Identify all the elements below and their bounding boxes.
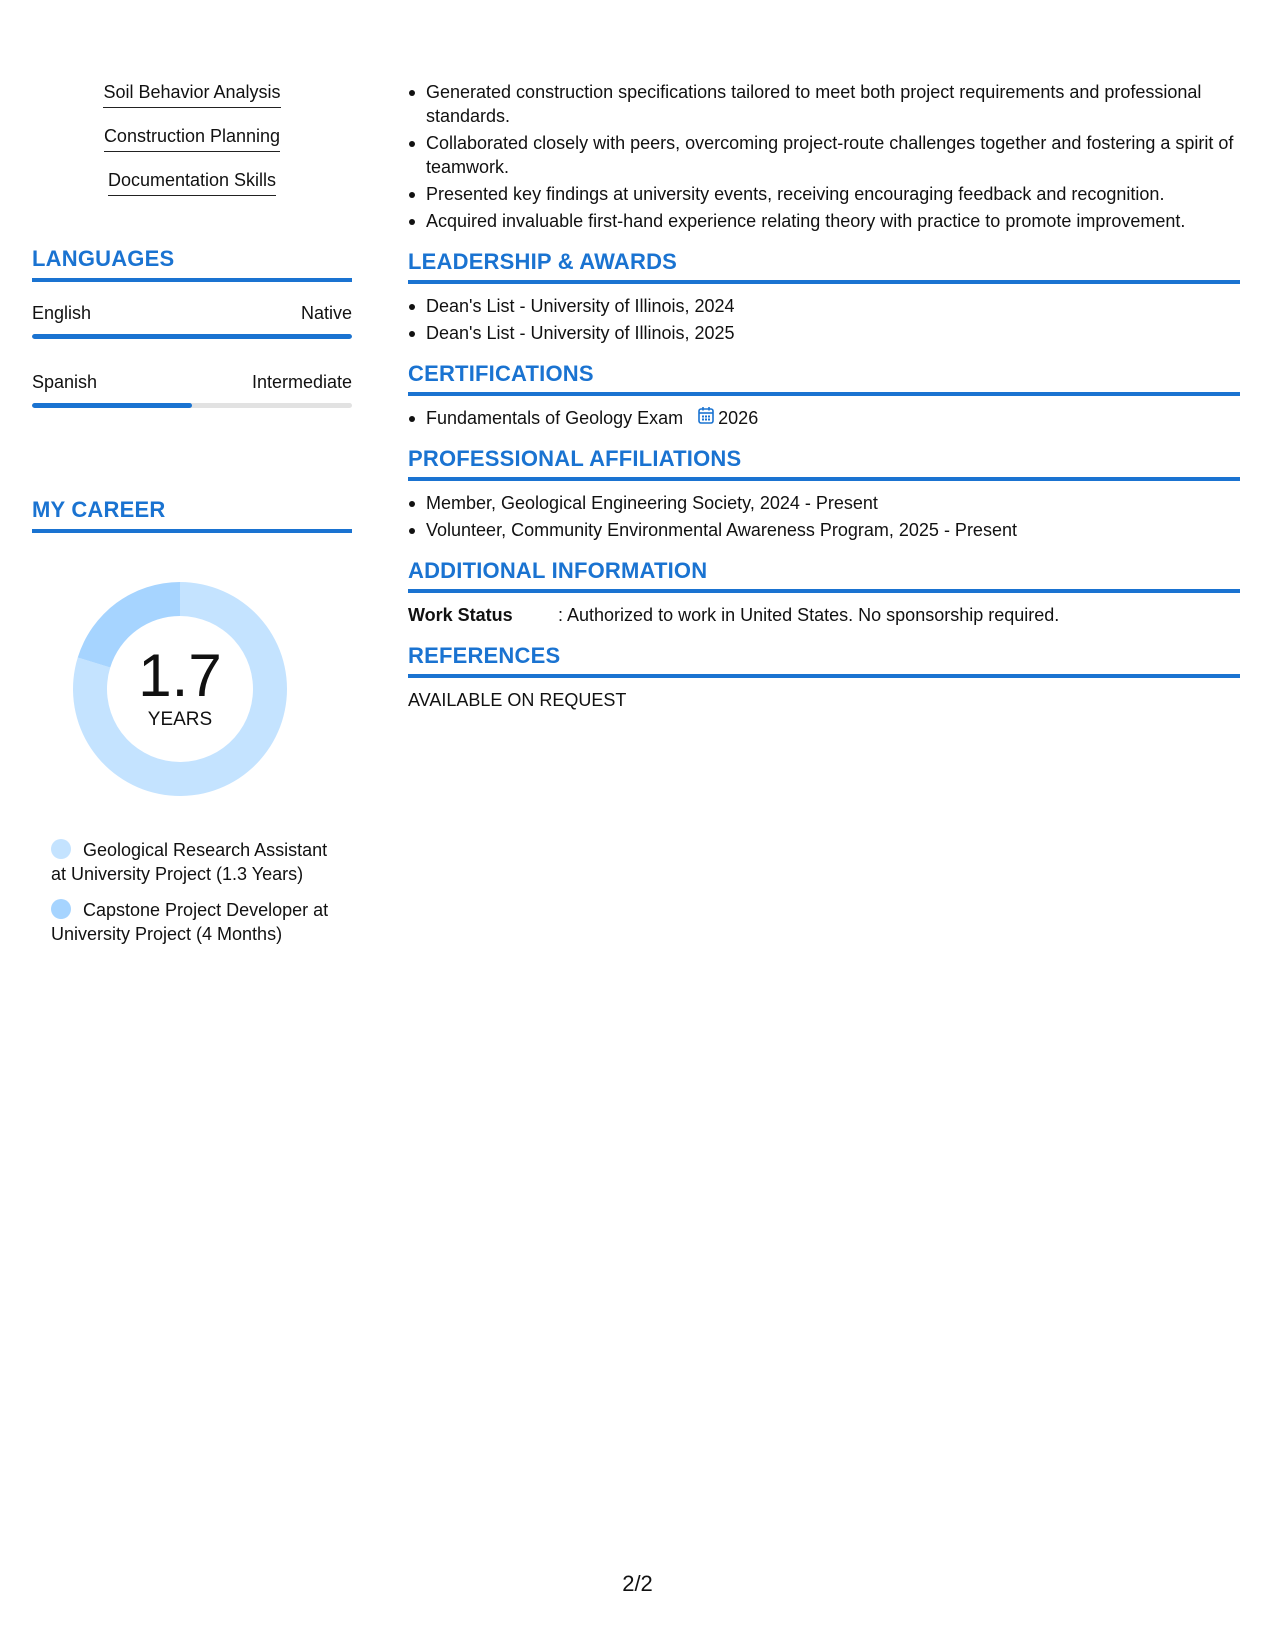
affiliation-item: Volunteer, Community Environmental Awareness Program, 2025 - Present xyxy=(426,518,1240,542)
experience-bullet: Acquired invaluable first-hand experience relating theory with practice to promote improvement. xyxy=(426,209,1240,233)
affiliations-title: PROFESSIONAL AFFILIATIONS xyxy=(408,446,1240,481)
career-legend-item xyxy=(51,898,341,946)
language-name: English xyxy=(32,303,92,323)
language-name: Spanish xyxy=(32,372,98,392)
calendar-icon xyxy=(698,406,714,430)
language-proficiency-fill xyxy=(32,334,352,339)
certifications-title: CERTIFICATIONS xyxy=(408,361,1240,396)
references-text: AVAILABLE ON REQUEST xyxy=(408,690,627,710)
additional-info-title: ADDITIONAL INFORMATION xyxy=(408,558,1240,593)
language-row-english xyxy=(32,302,352,339)
left-column xyxy=(32,80,352,408)
languages-section xyxy=(32,246,352,408)
career-total-unit: YEARS xyxy=(147,709,213,730)
page-number: 2/2 xyxy=(622,1571,653,1596)
legend-dot xyxy=(51,839,71,859)
language-proficiency-bar xyxy=(32,403,352,408)
career-donut-chart xyxy=(67,576,293,802)
award-item: Dean's List - University of Illinois, 2025 xyxy=(426,321,1240,345)
language-proficiency-fill xyxy=(32,403,192,408)
leadership-section xyxy=(408,249,1240,345)
legend-dot xyxy=(51,899,71,919)
experience-bullets xyxy=(408,80,1240,233)
career-legend-item xyxy=(51,838,341,886)
career-legend xyxy=(32,838,341,946)
award-item: Dean's List - University of Illinois, 2024 xyxy=(426,294,1240,318)
certifications-section xyxy=(408,361,1240,430)
language-level: Intermediate xyxy=(251,372,352,392)
career-total-years: 1.7 xyxy=(138,642,222,709)
experience-bullet: Generated construction specifications tailored to meet both project requirements and professional standards. xyxy=(426,80,1240,128)
work-status-value: : Authorized to work in United States. No sponsorship required. xyxy=(558,605,1060,625)
right-column xyxy=(408,80,1240,712)
certification-year: 2026 xyxy=(718,408,759,428)
additional-info-section xyxy=(408,558,1240,627)
certification-name: Fundamentals of Geology Exam xyxy=(426,408,684,428)
references-section xyxy=(408,643,1240,712)
experience-bullet: Collaborated closely with peers, overcoming project-route challenges together and fostering a spirit of teamwork. xyxy=(426,131,1240,179)
experience-bullet: Presented key findings at university events, receiving encouraging feedback and recognition. xyxy=(426,182,1240,206)
affiliation-item: Member, Geological Engineering Society, 2024 - Present xyxy=(426,491,1240,515)
career-legend-label: Geological Research Assistant at University Project (1.3 Years) xyxy=(51,840,328,884)
skill-item: Soil Behavior Analysis xyxy=(103,80,280,108)
language-proficiency-bar xyxy=(32,334,352,339)
career-section xyxy=(32,497,352,958)
language-row-spanish xyxy=(32,371,352,408)
affiliations-section xyxy=(408,446,1240,542)
work-status-label: Work Status xyxy=(408,605,513,625)
career-title: MY CAREER xyxy=(32,497,352,533)
leadership-title: LEADERSHIP & AWARDS xyxy=(408,249,1240,284)
skills-list xyxy=(32,80,352,212)
skill-item: Construction Planning xyxy=(104,124,280,152)
references-title: REFERENCES xyxy=(408,643,1240,678)
work-status-row xyxy=(408,603,1240,627)
career-legend-label: Capstone Project Developer at University Project (4 Months) xyxy=(51,900,329,944)
certification-item xyxy=(426,406,1240,430)
language-level: Native xyxy=(300,303,352,323)
languages-title: LANGUAGES xyxy=(32,246,352,282)
skill-item: Documentation Skills xyxy=(108,168,276,196)
